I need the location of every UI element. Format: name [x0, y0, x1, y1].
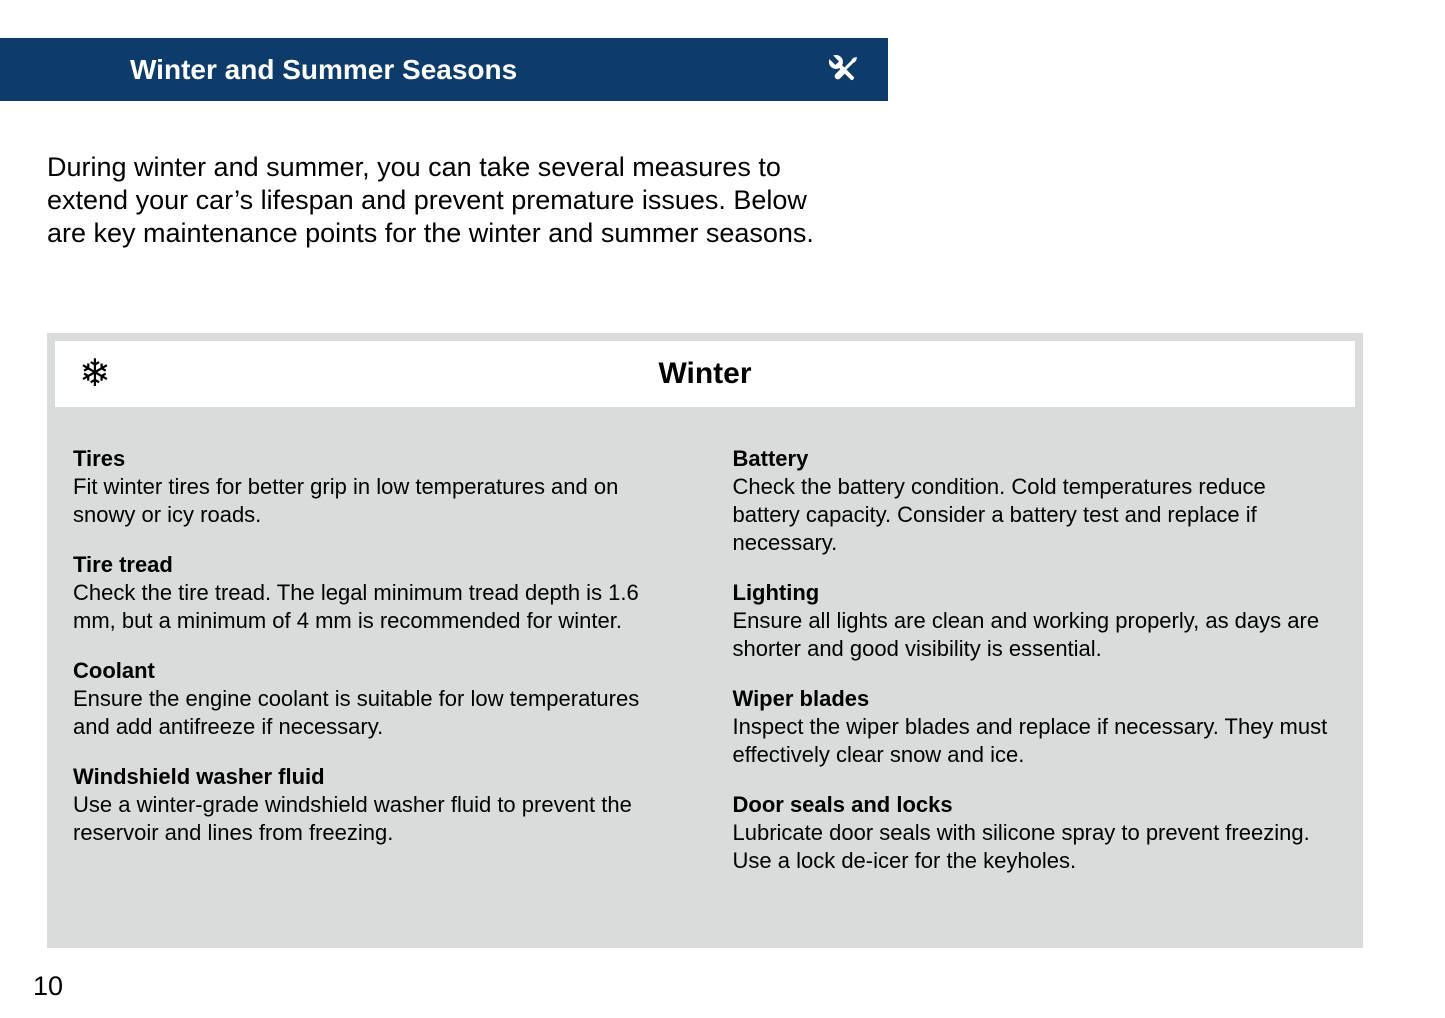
maintenance-item-tires: [73, 445, 678, 529]
item-title: Wiper blades: [732, 686, 870, 711]
maintenance-item-lighting: [733, 579, 1338, 663]
snowflake-icon: ❄: [79, 353, 111, 395]
item-title: Lighting: [732, 580, 820, 605]
winter-panel-title: Winter: [658, 357, 752, 390]
winter-panel: [47, 333, 1363, 948]
item-body: Lubricate door seals with silicone spray to prevent freezing. Use a lock de-icer for the keyholes.: [732, 820, 1310, 873]
winter-panel-header: [55, 341, 1355, 407]
maintenance-item-washer-fluid: [73, 763, 678, 847]
page-number: 10: [33, 971, 64, 1001]
maintenance-item-door-seals: [733, 791, 1338, 875]
item-title: Tire tread: [73, 552, 173, 577]
item-body: Use a winter-grade windshield washer fluid to prevent the reservoir and lines from freezing.: [73, 792, 632, 845]
item-title: Coolant: [73, 658, 155, 683]
maintenance-item-battery: [733, 445, 1338, 557]
maintenance-item-coolant: [73, 657, 678, 741]
winter-panel-body: [55, 407, 1355, 897]
item-body: Fit winter tires for better grip in low temperatures and on snowy or icy roads.: [73, 474, 619, 527]
intro-paragraph: During winter and summer, you can take several measures to extend your car’s lifespan and prevent premature issues. Below are key maintenance points for the winter and summer seasons.: [47, 152, 814, 248]
item-title: Windshield washer fluid: [73, 764, 325, 789]
winter-column-left: [73, 445, 678, 897]
item-body: Inspect the wiper blades and replace if necessary. They must effectively clear snow and ice.: [732, 714, 1328, 767]
maintenance-item-wiper-blades: [733, 685, 1338, 769]
item-body: Ensure all lights are clean and working properly, as days are shorter and good visibility is essential.: [732, 608, 1320, 661]
item-title: Tires: [73, 446, 126, 471]
section-title: Winter and Summer Seasons: [130, 53, 518, 85]
tools-icon: [822, 48, 866, 92]
item-body: Check the tire tread. The legal minimum tread depth is 1.6 mm, but a minimum of 4 mm is recommended for winter.: [73, 580, 639, 633]
section-header-bar: [0, 38, 888, 101]
maintenance-item-tire-tread: [73, 551, 678, 635]
winter-column-right: [733, 445, 1338, 897]
item-title: Door seals and locks: [732, 792, 953, 817]
item-title: Battery: [732, 446, 809, 471]
item-body: Ensure the engine coolant is suitable for low temperatures and add antifreeze if necessary.: [73, 686, 640, 739]
item-body: Check the battery condition. Cold temperatures reduce battery capacity. Consider a battery test and replace if necessary.: [732, 474, 1266, 555]
